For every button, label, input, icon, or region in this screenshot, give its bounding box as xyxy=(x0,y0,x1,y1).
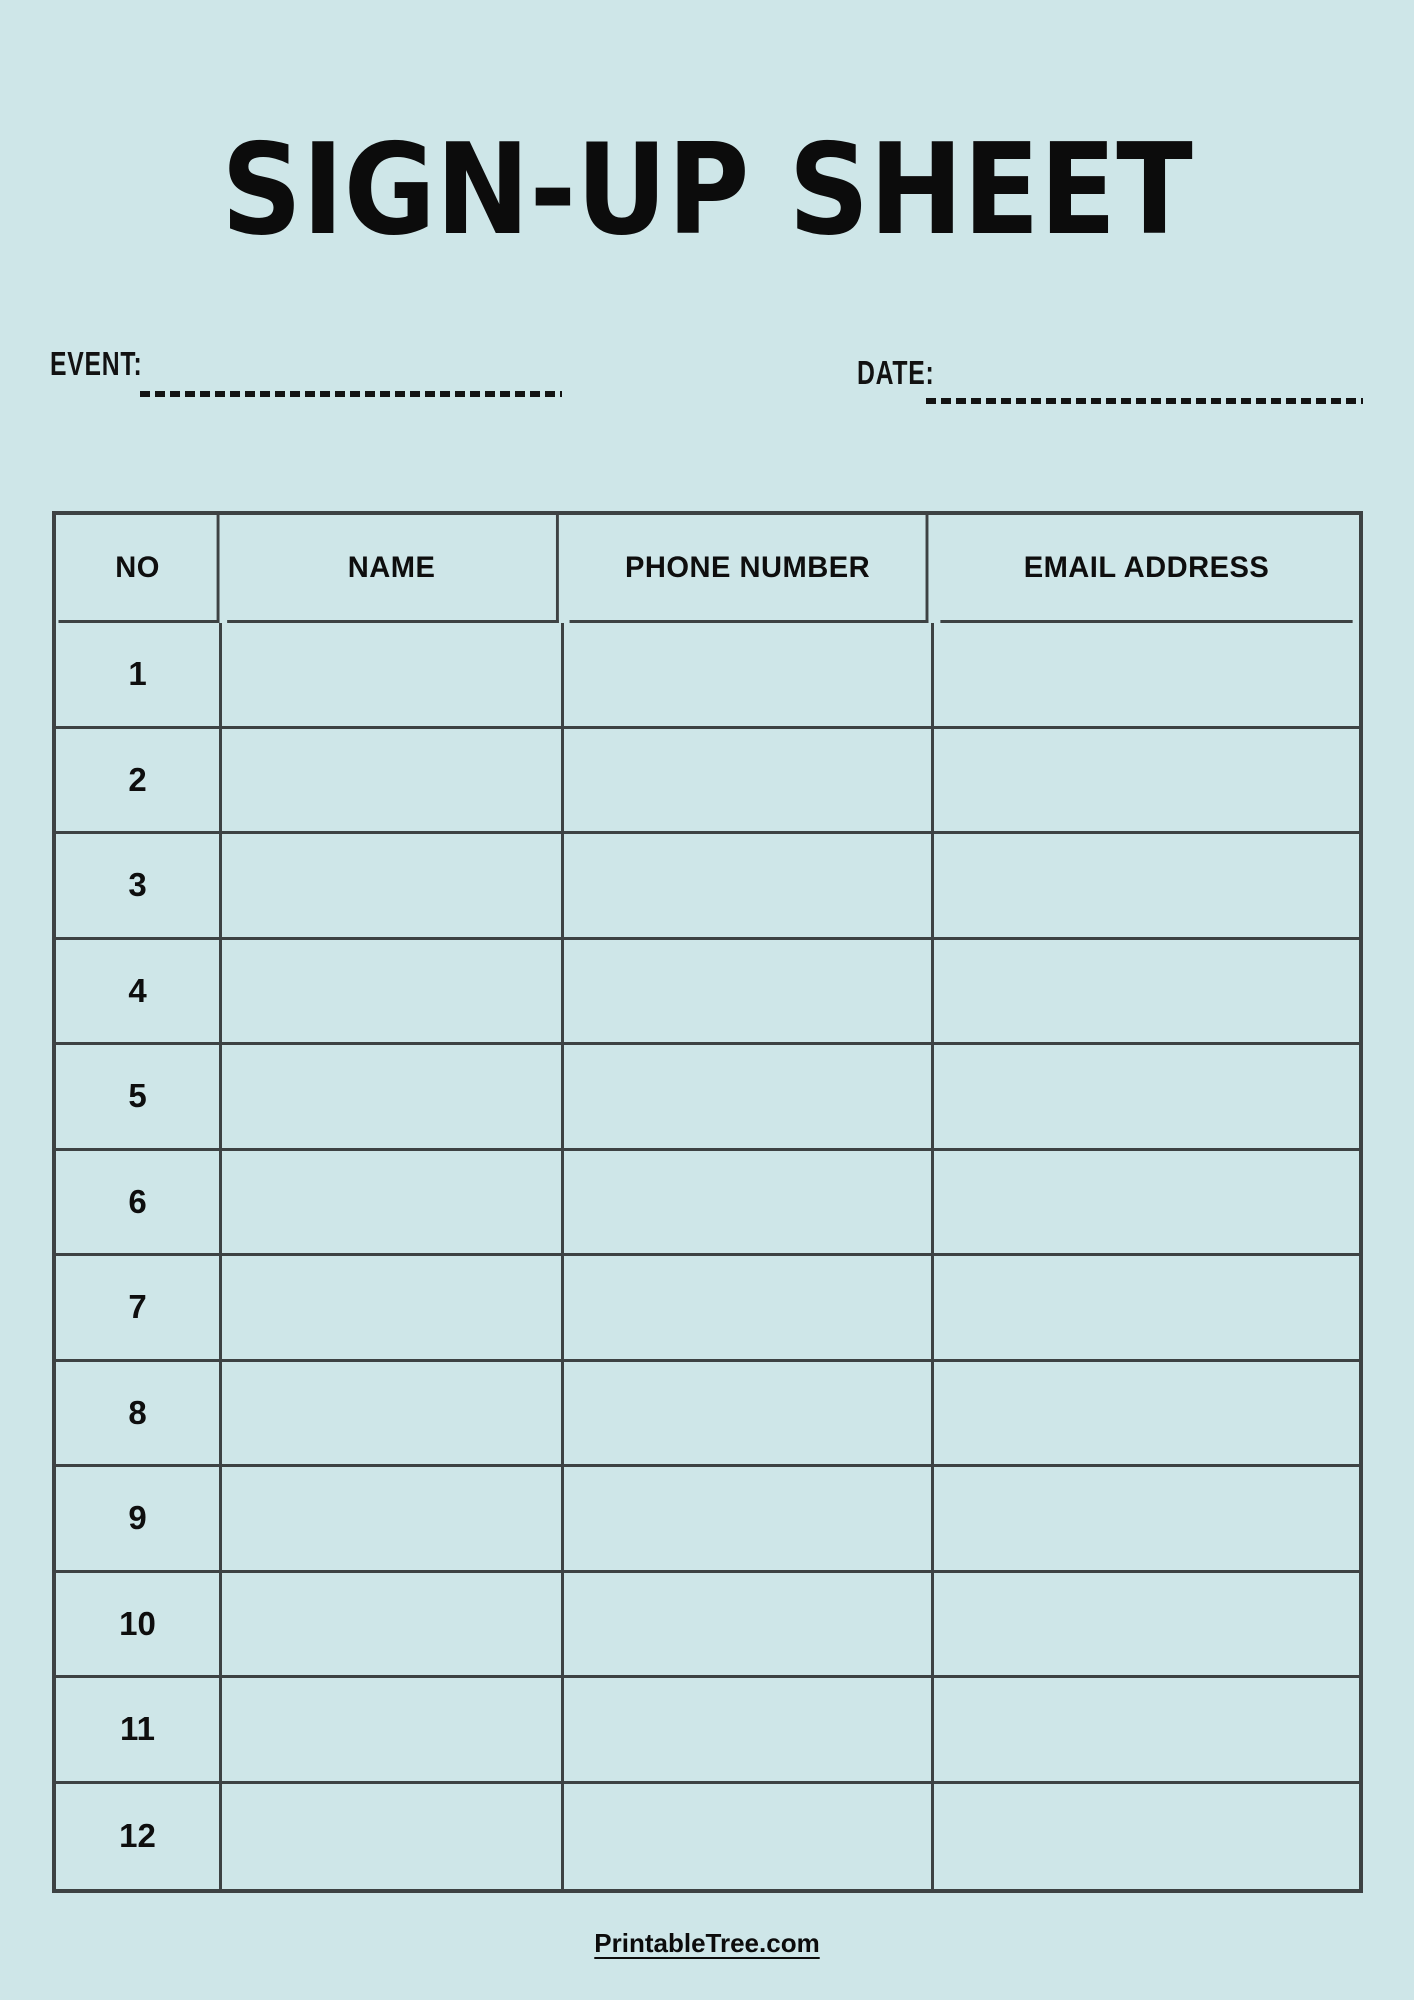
row-number-cell: 3 xyxy=(56,834,222,940)
name-cell xyxy=(222,1045,564,1151)
header-email-address: EMAIL ADDRESS xyxy=(940,515,1352,623)
email-cell xyxy=(934,1678,1359,1784)
email-cell xyxy=(934,1467,1359,1573)
email-cell xyxy=(934,1362,1359,1468)
phone-cell xyxy=(564,1256,934,1362)
name-cell xyxy=(222,1256,564,1362)
row-number-cell: 7 xyxy=(56,1256,222,1362)
phone-cell xyxy=(564,1467,934,1573)
name-cell xyxy=(222,729,564,835)
header-no: NO xyxy=(58,515,219,623)
row-number-cell: 4 xyxy=(56,940,222,1046)
email-cell xyxy=(934,729,1359,835)
phone-cell xyxy=(564,1573,934,1679)
phone-cell xyxy=(564,1678,934,1784)
header-phone-number: PHONE NUMBER xyxy=(570,515,929,623)
row-number-cell: 9 xyxy=(56,1467,222,1573)
row-number-cell: 6 xyxy=(56,1151,222,1257)
date-blank-line xyxy=(926,398,1363,404)
email-cell xyxy=(934,940,1359,1046)
email-cell xyxy=(934,1256,1359,1362)
event-blank-line xyxy=(140,391,562,397)
row-number-cell: 1 xyxy=(56,623,222,729)
email-cell xyxy=(934,623,1359,729)
name-cell xyxy=(222,1573,564,1679)
signup-table xyxy=(52,511,1363,1893)
footer-link[interactable]: PrintableTree.com xyxy=(594,1928,820,1958)
footer xyxy=(0,1928,1414,1959)
email-cell xyxy=(934,1045,1359,1151)
name-cell xyxy=(222,1678,564,1784)
name-cell xyxy=(222,834,564,940)
row-number-cell: 11 xyxy=(56,1678,222,1784)
phone-cell xyxy=(564,940,934,1046)
phone-cell xyxy=(564,1784,934,1890)
name-cell xyxy=(222,1362,564,1468)
name-cell xyxy=(222,940,564,1046)
date-label: DATE: xyxy=(857,354,935,391)
page-title: SIGN-UP SHEET xyxy=(221,116,1193,263)
name-cell xyxy=(222,1467,564,1573)
phone-cell xyxy=(564,623,934,729)
row-number-cell: 10 xyxy=(56,1573,222,1679)
email-cell xyxy=(934,1151,1359,1257)
email-cell xyxy=(934,1573,1359,1679)
phone-cell xyxy=(564,1151,934,1257)
name-cell xyxy=(222,1784,564,1890)
phone-cell xyxy=(564,729,934,835)
event-label: EVENT: xyxy=(50,345,143,382)
row-number-cell: 2 xyxy=(56,729,222,835)
email-cell xyxy=(934,834,1359,940)
name-cell xyxy=(222,1151,564,1257)
row-number-cell: 5 xyxy=(56,1045,222,1151)
phone-cell xyxy=(564,1362,934,1468)
email-cell xyxy=(934,1784,1359,1890)
row-number-cell: 8 xyxy=(56,1362,222,1468)
name-cell xyxy=(222,623,564,729)
header-name: NAME xyxy=(227,515,559,623)
phone-cell xyxy=(564,1045,934,1151)
phone-cell xyxy=(564,834,934,940)
row-number-cell: 12 xyxy=(56,1784,222,1890)
